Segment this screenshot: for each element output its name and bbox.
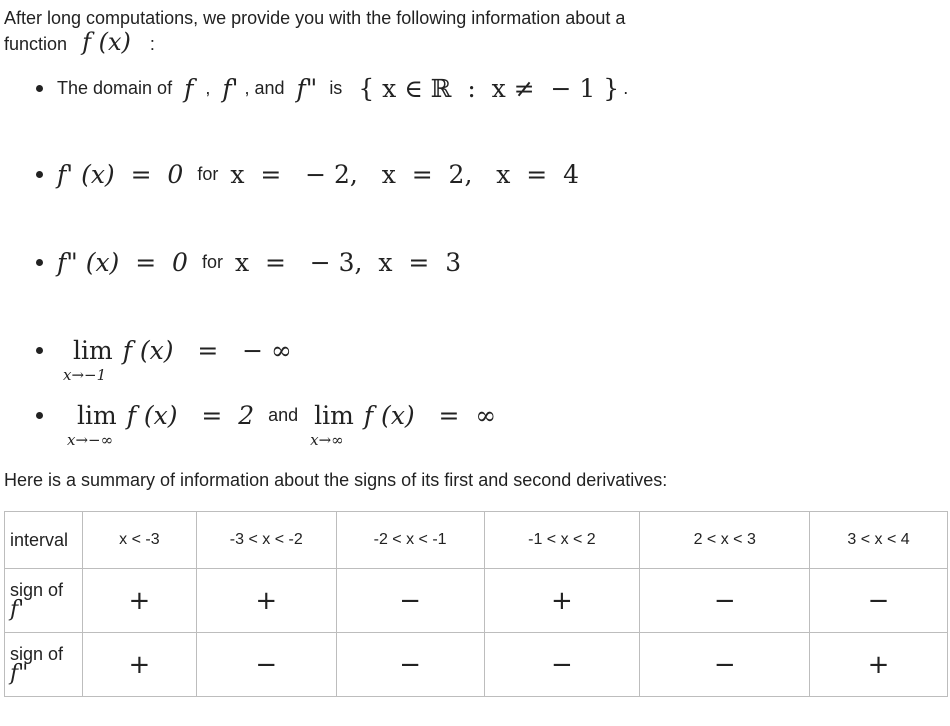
- domain-set: { x ∈ ℝ : x ≠ − 1 }: [358, 74, 620, 103]
- intro-colon: :: [149, 34, 155, 54]
- table-header-row: [5, 512, 948, 569]
- limits-and: and: [268, 405, 299, 425]
- sign-cell: [640, 569, 810, 633]
- limit-operator-neg-inf: [67, 401, 117, 449]
- sign-cell: [336, 633, 484, 697]
- fprime-equation: f' (x) = 0: [57, 160, 184, 189]
- table-row-second-derivative: [5, 633, 948, 697]
- lim-word: lim: [77, 401, 117, 430]
- bullet-dot: [36, 412, 43, 419]
- sign-cell: [484, 633, 640, 697]
- limit-expression: f (x) = − ∞: [122, 336, 292, 365]
- row-label-fprime: [5, 569, 83, 633]
- bullet-limits-at-infinity: [36, 401, 497, 449]
- sign-cell: [196, 569, 336, 633]
- row-label-text: sign of: [10, 580, 64, 600]
- limit-expression-neg-inf: f (x) = 2: [126, 401, 255, 430]
- bullet-domain: [36, 74, 628, 103]
- intro-paragraph: [4, 6, 724, 56]
- plus-sign: +: [867, 649, 890, 680]
- interval-cell: -1 < x < 2: [484, 512, 640, 569]
- row-label-fdouble: [5, 633, 83, 697]
- lim-subscript: x→−∞: [67, 431, 114, 449]
- minus-sign: −: [713, 585, 736, 616]
- domain-sep1: ,: [205, 78, 211, 98]
- fprime-values: x = − 2, x = 2, x = 4: [230, 160, 579, 189]
- bullet-dot: [36, 259, 43, 266]
- sign-cell: [82, 569, 196, 633]
- lim-subscript: x→∞: [310, 431, 344, 449]
- bullet-dot: [36, 171, 43, 178]
- fdouble-equation: f" (x) = 0: [57, 248, 188, 277]
- plus-sign: +: [128, 585, 151, 616]
- sign-cell: [82, 633, 196, 697]
- intro-function: f (x): [82, 28, 131, 56]
- sign-table: [4, 511, 948, 697]
- lim-word: lim: [73, 336, 113, 365]
- limit-operator: [63, 336, 113, 384]
- interval-cell: -3 < x < -2: [196, 512, 336, 569]
- sign-cell: [484, 569, 640, 633]
- interval-cell: 3 < x < 4: [810, 512, 948, 569]
- limit-expression-pos-inf: f (x) = ∞: [363, 401, 497, 430]
- sign-cell: [336, 569, 484, 633]
- domain-f: f: [184, 74, 194, 103]
- plus-sign: +: [255, 585, 278, 616]
- lim-subscript: x→−1: [63, 366, 107, 384]
- summary-text: Here is a summary of information about the signs of its first and second derivatives:: [4, 470, 668, 490]
- interval-cell: x < -3: [82, 512, 196, 569]
- domain-period: .: [623, 78, 629, 98]
- domain-sep2: , and: [244, 78, 285, 98]
- lim-word: lim: [314, 401, 354, 430]
- minus-sign: −: [713, 649, 736, 680]
- bullet-dot: [36, 347, 43, 354]
- limit-operator-pos-inf: [310, 401, 354, 449]
- bullet-second-derivative-zeros: [36, 248, 461, 277]
- sign-cell: [640, 633, 810, 697]
- intro-text-a: After long computations, we provide you with the following information about a: [4, 8, 626, 28]
- domain-fdouble: f": [296, 74, 318, 103]
- domain-fprime: f': [222, 74, 239, 103]
- interval-cell: 2 < x < 3: [640, 512, 810, 569]
- row-label-text: sign of: [10, 644, 64, 664]
- bullet-first-derivative-zeros: [36, 160, 579, 189]
- interval-cell: -2 < x < -1: [336, 512, 484, 569]
- row-label-func: f": [10, 661, 29, 686]
- minus-sign: −: [551, 649, 573, 680]
- plus-sign: +: [128, 649, 151, 680]
- row-label-func: f': [10, 597, 25, 622]
- minus-sign: −: [255, 649, 278, 680]
- sign-cell: [810, 569, 948, 633]
- domain-lead: The domain of: [57, 78, 173, 98]
- intro-text-b: function: [4, 34, 68, 54]
- minus-sign: −: [399, 585, 421, 616]
- bullet-limit-at-minus-one: [36, 336, 292, 384]
- sign-cell: [196, 633, 336, 697]
- plus-sign: +: [551, 585, 573, 616]
- table-row-first-derivative: [5, 569, 948, 633]
- bullet-dot: [36, 85, 43, 92]
- minus-sign: −: [399, 649, 421, 680]
- fdouble-for: for: [201, 252, 223, 272]
- fdouble-values: x = − 3, x = 3: [234, 248, 462, 277]
- sign-cell: [810, 633, 948, 697]
- domain-is: is: [329, 78, 343, 98]
- minus-sign: −: [867, 585, 890, 616]
- fprime-for: for: [197, 164, 219, 184]
- header-interval-label: interval: [5, 512, 83, 569]
